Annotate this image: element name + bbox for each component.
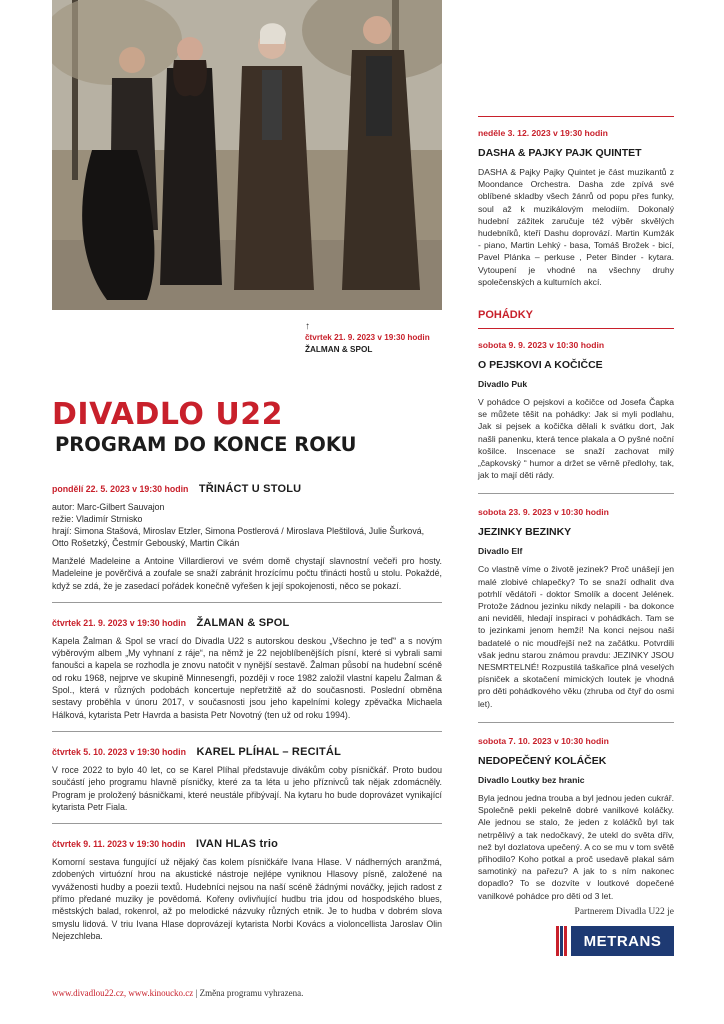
- divider: [52, 731, 442, 732]
- footer-note: Změna programu vyhrazena.: [199, 988, 304, 998]
- event-title: DASHA & PAJKY PAJK QUINTET: [478, 147, 642, 159]
- event-date: pondělí 22. 5. 2023 v 19:30 hodin: [52, 484, 189, 494]
- page-subtitle: PROGRAM DO KONCE ROKU: [55, 433, 357, 456]
- event-title: NEDOPEČENÝ KOLÁČEK: [478, 754, 607, 767]
- partner-label: Partnerem Divadla U22 je: [574, 907, 674, 917]
- event-company: Divadlo Puk: [478, 379, 528, 390]
- credit-author: autor: Marc-Gilbert Sauvajon: [52, 502, 165, 512]
- event-title: O PEJSKOVI A KOČIČCE: [478, 359, 603, 372]
- footer-links[interactable]: www.divadlou22.cz, www.kinoucko.cz: [52, 988, 194, 998]
- event-company: Divadlo Elf: [478, 546, 523, 557]
- event-zalman-spol: [52, 614, 442, 721]
- event-trinact-u-stolu: [52, 480, 442, 592]
- event-title: JEZINKY BEZINKY: [478, 526, 572, 539]
- event-date: čtvrtek 5. 10. 2023 v 19:30 hodin: [52, 746, 186, 757]
- event-description: Co vlastně víme o životě jezinek? Proč unášejí jen malé zlobivé chlapečky? To se snaží odhalit dva potrhlí vědátoři - doktor Smolík a docent Jelének. Protože žádnou jezinku nikdy nelapili - ba dokonce ani neviděli, hledají inspiraci v pohádkách. Tam se to jezinkami jenom hemží! Na konci nejsou naši badatelé o nic moudřejší než na začátku. Potvrdili však jednu starou známou pravdu: JEZINKY JSOU NESMRTELNÉ! Rozpustilá taškařice plná veselých písniček a skotačení mimických loutek je vhodná pro děti pohádkového věku (zhruba od čtyř do osmi let).: [478, 564, 674, 709]
- band-photo-illustration: [52, 0, 442, 310]
- event-title: KAREL PLÍHAL – RECITÁL: [196, 745, 341, 758]
- event-title: ŽALMAN & SPOL: [196, 616, 290, 629]
- section-title-pohadky: POHÁDKY: [478, 309, 534, 322]
- credit-director: režie: Vladimír Strnisko: [52, 514, 143, 524]
- partner-block: [556, 906, 674, 956]
- event-description: Komorní sestava fungující už nějaký čas kolem písničkáře Ivana Hlase. V nádherných aranžmá, zdobených virtuózní hrou na akustické nástroje nejlépe vyniknou Hlasovy písně, založené na vyváženosti hudby a poezii textů. Hudebníci nejsou na naší scéně žádnými nováčky, jejich radost z přímo předané muziky je povědomá. Kořeny ovlivňující hudbu tria jdou od hospodského blues, městských balad, rokenrol, až po melodické názvuky různých etnik. Je to hudba v dobrém slova smyslu lidová. V triu Ivana Hlase doprovázejí kytarista Norbi Kovács a violoncellista Jaroslav Olin Nejezchleba.: [52, 857, 442, 941]
- event-karel-plihal: [52, 743, 442, 813]
- arrow-up-icon: ↑: [305, 321, 310, 332]
- divider: [478, 722, 674, 723]
- event-date: čtvrtek 21. 9. 2023 v 19:30 hodin: [52, 617, 186, 628]
- fairytale-jezinky: [478, 506, 674, 709]
- event-description: V roce 2022 to bylo 40 let, co se Karel Plíhal představuje divákům coby písničkář. Proto budou součástí jeho programu hlavně písničky, které za ta léta u jeho příznivců tak nějak zdomácněly. Program je proložený básničkami, které neustále přibývají. Na kytaru ho bude doprovázet vynikající kytarista Petr Fiala.: [52, 764, 442, 812]
- metrans-logo: [556, 926, 674, 956]
- footer: [52, 988, 303, 998]
- event-date: sobota 7. 10. 2023 v 10:30 hodin: [478, 735, 609, 746]
- divider-red: [478, 116, 674, 117]
- event-date: sobota 9. 9. 2023 v 10:30 hodin: [478, 340, 605, 351]
- side-events: [478, 116, 674, 902]
- band-photo: [52, 0, 442, 310]
- event-company: Divadlo Loutky bez hranic: [478, 774, 585, 785]
- credit-cast: hrají: Simona Stašová, Miroslav Etzler, Simona Postlerová / Miroslava Pleštilová, Julie Šurková, Otto Rošetzký, Čestmír Gebouský, Martin Cikán: [52, 526, 425, 548]
- event-date: neděle 3. 12. 2023 v 19:30 hodin: [478, 128, 608, 138]
- event-description: Manželé Madeleine a Antoine Villardierovi ve svém domě chystají slavnostní večeři pro hosty. Madeleine je pověrčivá a zoufale se snaží zabránit hrozícímu počtu třinácti hostů u stolu. Pokaždé, když se zdá, že je zasedací pořádek konečně vyřešen k její spokojenosti, něco se pokazí.: [52, 556, 442, 591]
- event-description: DASHA & Pajky Pajky Quintet je část muzikantů z Moondance Orchestra. Dasha zde zpívá své oblíbené skladby všech žánrů od popu přes funky, soul až k muzikálovým melodiím. Dokonalý hudební zážitek zaručuje též výběr skvělých hudebníků, kteří Dashu doprovází. Martin Kumžák - piano, Martin Lehký - basa, Tomáš Brožek - bicí, Pavel Plánka – perkuse , Peter Binder - kytara. Vytoupení je vhodné na všechny druhy společenských a kulturních akcí.: [478, 167, 674, 287]
- event-description: Kapela Žalman & Spol se vrací do Divadla U22 s autorskou deskou „Všechno je teď“ a s novým výběrovým albem „My vyhnaní z ráje“, na němž je 22 nejoblíbenějších písní, které si vybrali sami fanoušci a kapela se rozhodla je znovu natočit v nynější sestavě. Žalman působí na hudební scéně od roku 1968, nejprve ve skupině Minnesengři, později v roce 1982 založil vlastní kapelu Žalman & Spol., která v různých podobách koncertuje nepřetržitě až do současnosti. Poslední obměna sestavy proběhla v únoru 2017, v současnosti jsou jeho kapelními kolegy zpěvačka Michaela Hálková, kytarista Petr Havrda a basista Petr Novotný (ten už od roku 1994).: [52, 635, 442, 720]
- photo-caption: [305, 322, 465, 356]
- footer-separator: |: [193, 988, 200, 998]
- event-date: sobota 23. 9. 2023 v 10:30 hodin: [478, 507, 609, 518]
- fairytale-nedopeceny-kolacek: [478, 735, 674, 902]
- divider: [478, 493, 674, 494]
- photo-caption-name: ŽALMAN & SPOL: [305, 345, 373, 354]
- event-description: Byla jednou jedna trouba a byl jednou jeden cukrář. Společně pekli pekelně dobré vanilkové koláčky. Ale jednou se stalo, že jeden z koláčků byl tak netrpělivý a tak nedočkavý, že utekl do světa dřív, než byl dozlatova upečený. A co se mu v tom světě přihodilo? Koho potkal a proč usedavě plakal sám samotinký na pařezu? A jak to s ním nakonec dopadlo? To se dozvíte v loutkové dopečené vanilkové pohádce pro děti od 3 let.: [478, 792, 674, 901]
- event-title: IVAN HLAS trio: [195, 838, 278, 851]
- divider: [52, 823, 442, 824]
- event-title: TŘINÁCT U STOLU: [198, 483, 302, 495]
- photo-caption-date: čtvrtek 21. 9. 2023 v 19:30 hodin: [305, 333, 430, 342]
- event-date: čtvrtek 9. 11. 2023 v 19:30 hodin: [52, 839, 186, 850]
- event-description: V pohádce O pejskovi a kočičce od Josefa Čapka se můžete těšit na pohádky: Jak si myli podlahu, Jak si pejsek a kočička dělali k svátku dort, Jak našli panenku, která tence plakala a O pyšné noční košilce. Inscenace se snaží zachovat milý „čapkovský “ humor a držet se věrně předlohy, tak, jak to mají děti rády.: [478, 397, 674, 481]
- divider-red: [478, 328, 674, 329]
- divider: [52, 602, 442, 603]
- logo-text: METRANS: [571, 926, 674, 956]
- event-credits: [52, 501, 442, 549]
- event-dasha: [478, 127, 674, 288]
- logo-stripes: [556, 926, 567, 956]
- page-title: DIVADLO U22: [52, 397, 283, 432]
- fairytale-o-pejskovi: [478, 339, 674, 481]
- main-events: [52, 480, 442, 942]
- event-ivan-hlas: [52, 835, 442, 942]
